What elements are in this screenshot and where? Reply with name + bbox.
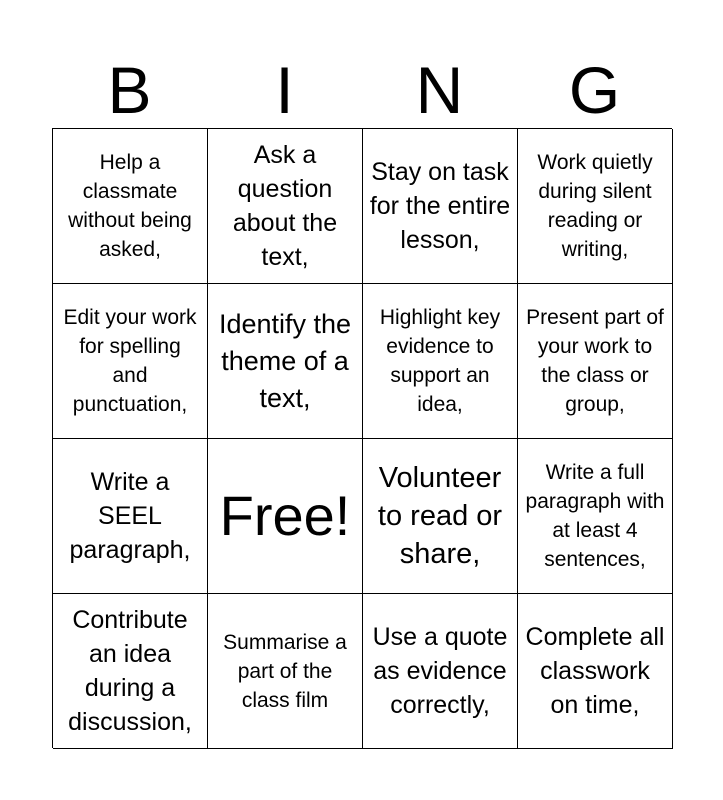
bingo-grid xyxy=(52,128,672,748)
bingo-cell[interactable] xyxy=(518,129,673,284)
bingo-cell[interactable] xyxy=(518,594,673,749)
cell-text: Highlight key evidence to support an idea, xyxy=(379,306,501,416)
cell-text: Present part of your work to the class or group, xyxy=(526,306,664,416)
bingo-cell[interactable] xyxy=(53,284,208,439)
bingo-cell[interactable] xyxy=(53,439,208,594)
cell-text: Complete all classwork on time, xyxy=(525,623,665,719)
bingo-header xyxy=(52,52,672,128)
header-letter-n: N xyxy=(415,53,464,127)
bingo-cell[interactable] xyxy=(363,284,518,439)
bingo-cell[interactable] xyxy=(208,129,363,284)
bingo-cell[interactable] xyxy=(363,439,518,594)
cell-text: Work quietly during silent reading or writing, xyxy=(537,151,653,261)
cell-text: Ask a question about the text, xyxy=(232,141,338,271)
bingo-cell[interactable] xyxy=(363,594,518,749)
cell-text: Help a classmate without being asked, xyxy=(68,151,192,261)
free-space-text: Free! xyxy=(219,484,351,547)
cell-text: Contribute an idea during a discussion, xyxy=(68,606,192,736)
cell-text: Identify the theme of a text, xyxy=(218,308,352,413)
cell-text: Use a quote as evidence correctly, xyxy=(372,623,508,719)
bingo-cell[interactable] xyxy=(518,284,673,439)
bingo-cell[interactable] xyxy=(208,594,363,749)
bingo-cell[interactable] xyxy=(53,594,208,749)
bingo-cell[interactable] xyxy=(208,284,363,439)
header-letter-g: G xyxy=(568,53,621,127)
header-letter-i: I xyxy=(275,53,294,127)
bingo-cell[interactable] xyxy=(53,129,208,284)
cell-text: Stay on task for the entire lesson, xyxy=(369,158,511,254)
header-letter-b: B xyxy=(107,53,152,127)
cell-text: Write a SEEL paragraph, xyxy=(69,468,191,564)
cell-text: Summarise a part of the class film xyxy=(223,630,347,712)
bingo-cell[interactable] xyxy=(518,439,673,594)
cell-text: Edit your work for spelling and punctuation, xyxy=(63,306,197,416)
bingo-cell[interactable] xyxy=(363,129,518,284)
cell-text: Write a full paragraph with at least 4 sentences, xyxy=(525,461,665,571)
free-space-cell[interactable] xyxy=(208,439,363,594)
cell-text: Volunteer to read or share, xyxy=(377,462,503,570)
